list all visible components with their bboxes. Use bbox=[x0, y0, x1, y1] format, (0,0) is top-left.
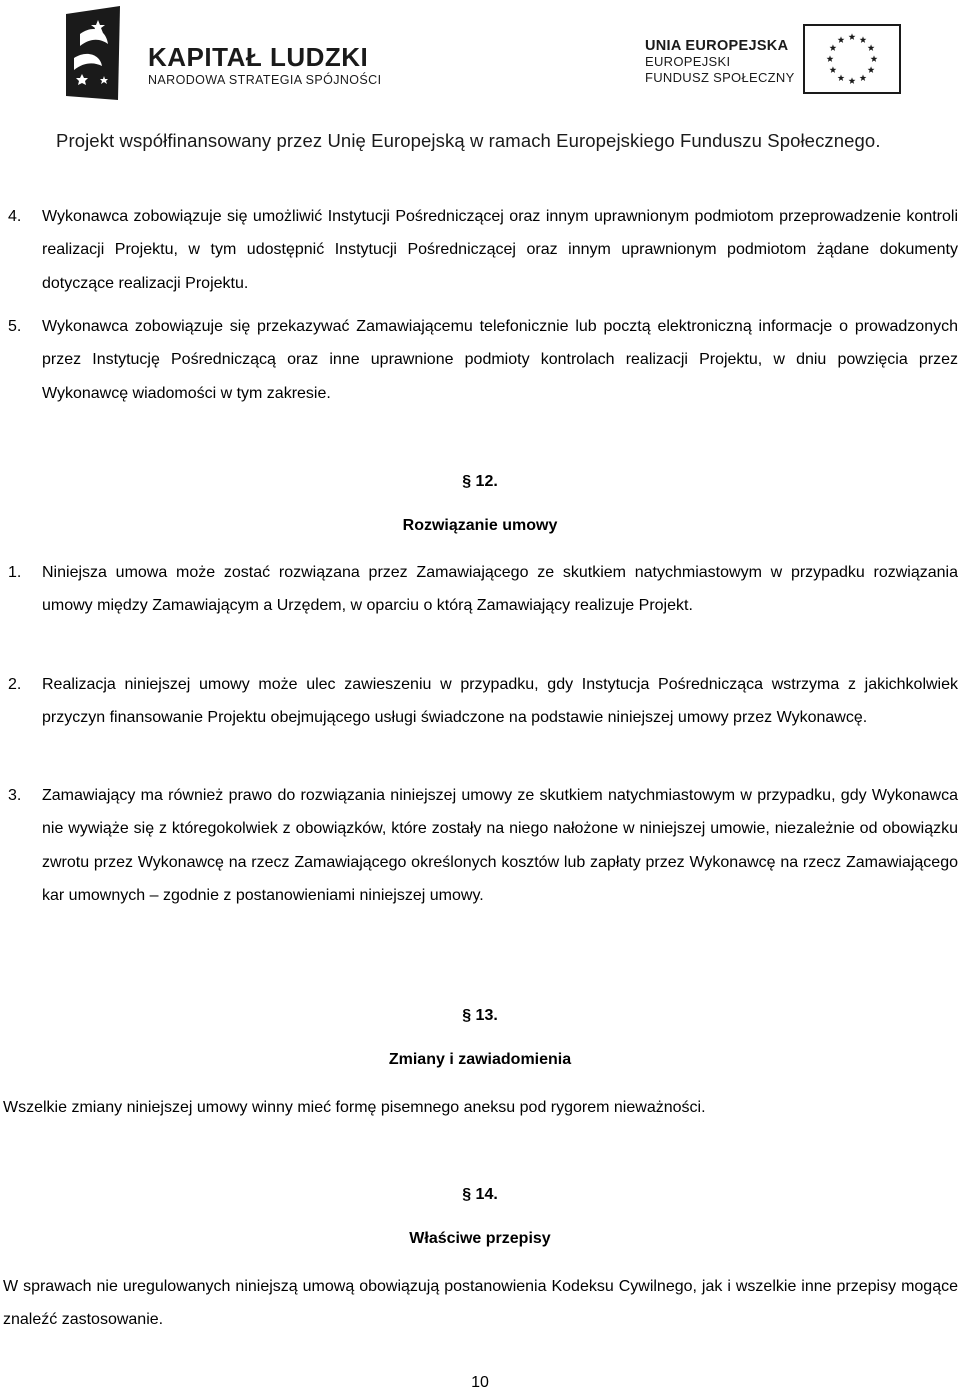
section-title: Właściwe przepisy bbox=[409, 1230, 551, 1247]
section-number: § 12. bbox=[462, 473, 498, 490]
logo-left-subtitle: NARODOWA STRATEGIA SPÓJNOŚCI bbox=[148, 73, 382, 87]
item-number: 5. bbox=[8, 318, 22, 335]
page-number: 10 bbox=[471, 1374, 489, 1391]
list-item-text: Wykonawca zobowiązuje się przekazywać Zamawiającemu telefonicznie lub pocztą elektroniczną informacje o prowadzonych przez Instytucję Pośredniczącą oraz inne uprawnione podmioty kontrolach realizacji Projektu, w dniu powzięcia przez Wykonawcę wiadomości w tym zakresie. bbox=[42, 318, 958, 402]
eu-logo-text bbox=[645, 38, 795, 86]
paragraph: Wszelkie zmiany niniejszej umowy winny mieć formę pisemnego aneksu pod rygorem nieważności. bbox=[3, 1099, 706, 1116]
section-title: Zmiany i zawiadomienia bbox=[388, 1051, 572, 1068]
document-header bbox=[0, 0, 960, 165]
eu-line1: UNIA EUROPEJSKA bbox=[645, 38, 789, 54]
project-cofinancing-line: Projekt współfinansowany przez Unię Europejską w ramach Europejskiego Funduszu Społecznego. bbox=[56, 130, 881, 151]
item-number: 3. bbox=[8, 787, 22, 804]
item-number: 4. bbox=[8, 208, 22, 225]
eu-line2: EUROPEJSKI bbox=[645, 54, 731, 69]
eu-flag-icon bbox=[803, 24, 901, 94]
logo-left-title: KAPITAŁ LUDZKI bbox=[148, 42, 369, 72]
list-item-text: Realizacja niniejszej umowy może ulec zawieszeniu w przypadku, gdy Instytucja Pośrednicząca wstrzyma z jakichkolwiek przyczyn finansowanie Projektu obejmującego usługi świadczone na podstawie niniejszej umowy przez Wykonawcę. bbox=[42, 676, 958, 727]
list-item-text: Zamawiający ma również prawo do rozwiązania niniejszej umowy ze skutkiem natychmiastowym w przypadku, gdy Wykonawca nie wywiąże się z któregokolwiek z obowiązków, które zostały na niego nałożone w niniejszej umowie, niezależnie od obowiązku zwrotu przez Wykonawcę na rzecz Zamawiającego określonych kosztów lub zapłaty przez Wykonawcę na rzecz Zamawiającego kar umownych – zgodnie z postanowieniami niniejszej umowy. bbox=[42, 787, 958, 904]
section-number: § 13. bbox=[462, 1007, 498, 1024]
section-title: Rozwiązanie umowy bbox=[402, 517, 558, 534]
item-number: 2. bbox=[8, 676, 22, 693]
paragraph: W sprawach nie uregulowanych niniejszą umową obowiązują postanowienia Kodeksu Cywilnego, jak i wszelkie inne przepisy mogące znaleźć zastosowanie. bbox=[3, 1278, 958, 1329]
eu-line3: FUNDUSZ SPOŁECZNY bbox=[645, 70, 795, 85]
kapital-ludzki-logo-icon bbox=[60, 4, 140, 104]
item-number: 1. bbox=[8, 564, 22, 581]
section-number: § 14. bbox=[462, 1186, 498, 1203]
list-item-text: Niniejsza umowa może zostać rozwiązana przez Zamawiającego ze skutkiem natychmiastowym w przypadku rozwiązania umowy między Zamawiającym a Urzędem, w oparciu o którą Zamawiający realizuje Projekt. bbox=[42, 564, 958, 615]
list-item-text: Wykonawca zobowiązuje się umożliwić Instytucji Pośredniczącej oraz innym uprawnionym podmiotom przeprowadzenie kontroli realizacji Projektu, w tym udostępnić Instytucji Pośredniczącej oraz innym uprawnionym podmiotom żądane dokumenty dotyczące realizacji Projektu. bbox=[42, 208, 958, 292]
